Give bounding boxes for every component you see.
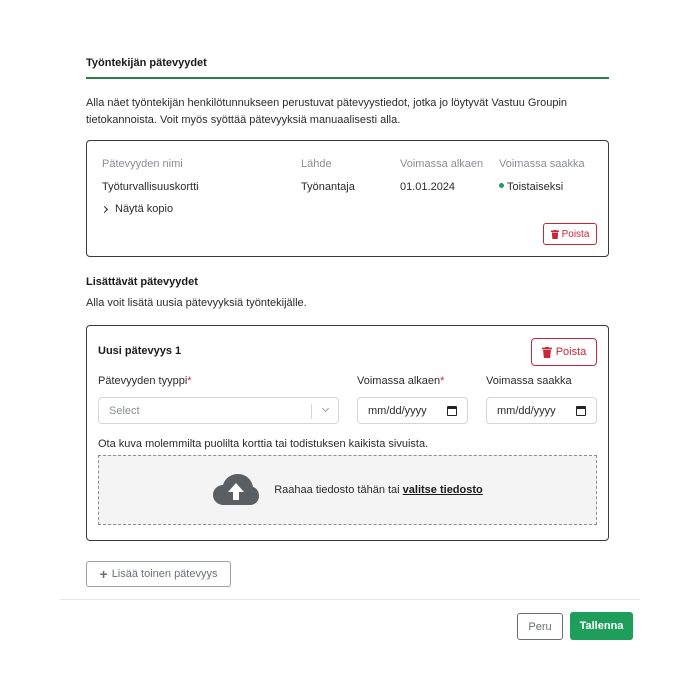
choose-file-link[interactable]: valitse tiedosto <box>402 484 483 496</box>
photo-hint: Ota kuva molemmilta puolilta korttia tai todistuksen kaikista sivuista. <box>98 438 429 450</box>
delete-existing-button[interactable] <box>543 223 597 245</box>
delete-existing-label: Poista <box>561 228 590 240</box>
valid-to-field-label: Voimassa saakka <box>486 375 572 387</box>
chevron-right-icon <box>101 205 108 212</box>
plus-icon: + <box>99 566 108 582</box>
file-drop-zone[interactable] <box>98 455 597 525</box>
qualification-source: Työnantaja <box>301 181 355 193</box>
page-title: Työntekijän pätevyydet <box>86 57 207 69</box>
status-dot-icon <box>499 183 504 188</box>
column-header-source: Lähde <box>301 158 332 170</box>
drop-text <box>274 484 483 496</box>
trash-icon <box>551 230 559 239</box>
valid-from-label-text: Voimassa alkaen <box>357 375 441 387</box>
drop-instruction: Raahaa tiedosto tähän tai <box>274 484 400 496</box>
add-qualification-button[interactable] <box>86 561 231 587</box>
intro-text: Alla näet työntekijän henkilötunnukseen perustuvat pätevyystiedot, jotka jo löytyvät Vastuu Groupin tietokannoista. Voit myös syöttää pätevyyksiä manuaalisesti alla. <box>86 97 568 126</box>
delete-new-label: Poista <box>555 346 587 358</box>
date-placeholder: mm/dd/yyyy <box>368 405 427 417</box>
save-button[interactable]: Tallenna <box>570 612 633 640</box>
select-separator <box>311 404 312 419</box>
qualification-valid-to <box>499 181 563 193</box>
qualification-name: Työturvallisuuskortti <box>102 181 199 193</box>
column-header-valid-from: Voimassa alkaen <box>400 158 484 170</box>
column-header-valid-to: Voimassa saakka <box>499 158 585 170</box>
add-qualification-label: Lisää toinen pätevyys <box>111 568 218 580</box>
show-copy-toggle[interactable] <box>100 203 173 215</box>
calendar-icon[interactable] <box>447 406 457 416</box>
cloud-upload-icon <box>212 473 260 507</box>
required-mark: * <box>187 375 192 387</box>
cancel-button[interactable]: Peru <box>517 613 563 640</box>
new-qualification-title: Uusi pätevyys 1 <box>98 345 182 357</box>
qualification-type-select[interactable] <box>98 397 339 424</box>
valid-to-date-input[interactable] <box>486 397 597 424</box>
added-section-title: Lisättävät pätevyydet <box>86 276 198 288</box>
valid-to-text: Toistaiseksi <box>507 181 564 193</box>
valid-from-field-label <box>357 375 444 387</box>
added-section-description: Alla voit lisätä uusia pätevyyksiä työntekijälle. <box>86 297 307 309</box>
footer-divider <box>60 599 640 600</box>
calendar-icon[interactable] <box>576 406 586 416</box>
new-qualification-card <box>86 325 609 541</box>
title-divider <box>86 77 609 79</box>
trash-icon <box>542 347 552 358</box>
delete-new-button[interactable] <box>531 338 597 366</box>
type-label-text: Pätevyyden tyyppi <box>98 375 188 387</box>
valid-from-date-input[interactable] <box>357 397 468 424</box>
show-copy-label: Näytä kopio <box>115 203 174 215</box>
column-header-name: Pätevyyden nimi <box>102 158 183 170</box>
type-field-label <box>98 375 192 387</box>
date-placeholder: mm/dd/yyyy <box>497 405 556 417</box>
qualification-valid-from: 01.01.2024 <box>400 181 456 193</box>
select-placeholder: Select <box>109 405 140 417</box>
chevron-down-icon <box>322 405 329 412</box>
required-mark: * <box>440 375 445 387</box>
existing-qualifications-card <box>86 140 609 257</box>
